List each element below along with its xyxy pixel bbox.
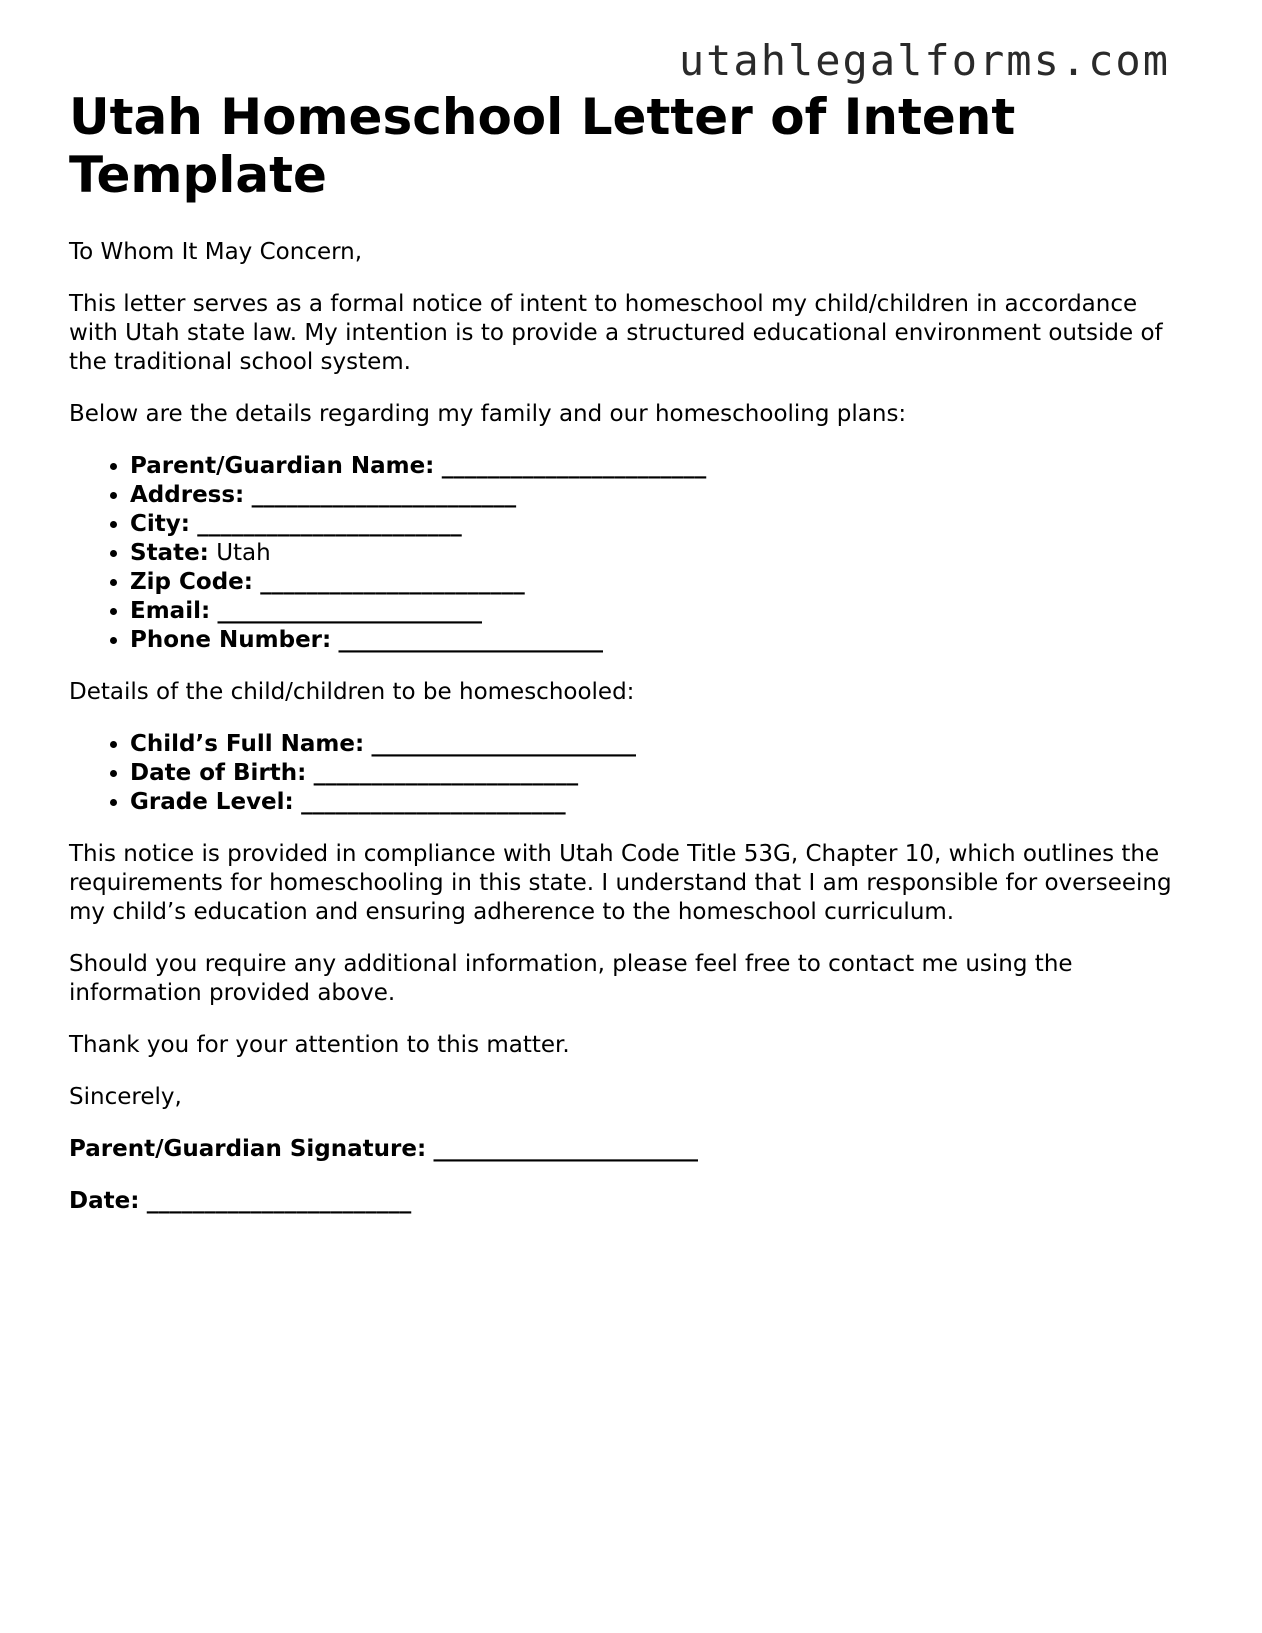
field-label: Grade Level: <box>130 789 294 815</box>
field-blank: _______________________ <box>217 598 482 624</box>
field-blank: _______________________ <box>441 453 707 479</box>
field-label: Date of Birth: <box>130 760 307 786</box>
field-label: Address: <box>130 482 245 508</box>
letter-document <box>69 88 1189 1239</box>
signature-blank: _______________________ <box>433 1136 698 1162</box>
field-label: City: <box>130 511 190 537</box>
intro-paragraph: This letter serves as a formal notice of intent to homeschool my child/children in accordance with Utah state law. My intention is to provide a structured educational environment outside of the traditional school system. <box>69 291 1163 375</box>
field-blank: _______________________ <box>301 789 566 815</box>
field-blank: _______________________ <box>251 482 517 508</box>
field-blank: _______________________ <box>197 511 462 537</box>
signature-label: Parent/Guardian Signature: <box>69 1136 427 1162</box>
family-details-list <box>69 452 1189 655</box>
thanks-paragraph: Thank you for your attention to this matter. <box>69 1032 570 1058</box>
field-blank: _______________________ <box>313 760 579 786</box>
field-blank: _______________________ <box>371 731 636 757</box>
field-date-of-birth <box>130 759 1189 788</box>
field-label: Zip Code: <box>130 569 253 595</box>
field-email <box>130 597 1189 626</box>
field-value: Utah <box>216 540 271 566</box>
date-label: Date: <box>69 1188 140 1214</box>
family-intro: Below are the details regarding my family and our homeschooling plans: <box>69 401 907 427</box>
field-parent-name <box>130 452 1189 481</box>
date-line <box>69 1187 1189 1216</box>
field-blank: _______________________ <box>338 627 604 653</box>
field-label: Phone Number: <box>130 627 332 653</box>
child-details-list <box>69 730 1189 817</box>
field-blank: _______________________ <box>260 569 525 595</box>
salutation: To Whom It May Concern, <box>69 239 363 265</box>
page-title: Utah Homeschool Letter of Intent Template <box>69 88 1016 204</box>
field-city <box>130 510 1189 539</box>
watermark-text: utahlegalforms.com <box>678 36 1170 85</box>
field-label: Child’s Full Name: <box>130 731 365 757</box>
closing: Sincerely, <box>69 1084 182 1110</box>
field-label: Email: <box>130 598 211 624</box>
field-label: Parent/Guardian Name: <box>130 453 435 479</box>
date-blank: _______________________ <box>146 1188 412 1214</box>
signature-line <box>69 1135 1189 1164</box>
field-zip-code <box>130 568 1189 597</box>
field-state <box>130 539 1189 568</box>
field-label: State: <box>130 540 209 566</box>
contact-paragraph: Should you require any additional information, please feel free to contact me using the information provided above. <box>69 951 1073 1006</box>
child-intro: Details of the child/children to be homeschooled: <box>69 679 635 705</box>
field-address <box>130 481 1189 510</box>
field-grade-level <box>130 788 1189 817</box>
compliance-paragraph: This notice is provided in compliance with Utah Code Title 53G, Chapter 10, which outlines the requirements for homeschooling in this state. I understand that I am responsible for overseeing my child’s education and ensuring adherence to the homeschool curriculum. <box>69 841 1172 925</box>
field-phone-number <box>130 626 1189 655</box>
field-child-name <box>130 730 1189 759</box>
